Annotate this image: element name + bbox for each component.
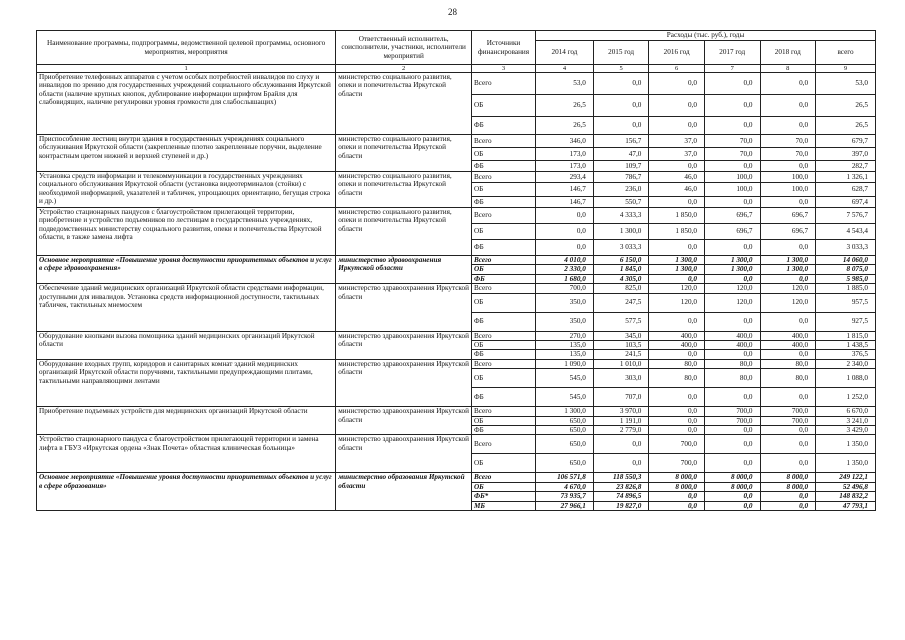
total-value: 1 350,0 <box>816 435 876 454</box>
year-value: 0,0 <box>760 501 816 510</box>
header-year: 2017 год <box>704 41 760 65</box>
year-value: 37,0 <box>649 148 705 161</box>
funding-source: Всего <box>471 172 535 183</box>
funding-source: ФБ <box>471 240 535 256</box>
year-value: 0,0 <box>760 95 816 117</box>
year-value: 1 850,0 <box>649 208 705 224</box>
year-value: 650,0 <box>536 435 594 454</box>
total-value: 628,7 <box>816 183 876 197</box>
funding-source: ФБ <box>471 161 535 172</box>
total-value: 26,5 <box>816 117 876 135</box>
year-value: 1 845,0 <box>593 265 649 274</box>
year-value: 270,0 <box>536 331 594 340</box>
funding-source: ОБ <box>471 482 535 491</box>
year-value: 8 000,0 <box>649 482 705 491</box>
year-value: 2 779,0 <box>593 426 649 435</box>
year-value: 100,0 <box>704 183 760 197</box>
year-value: 1 680,0 <box>536 274 594 283</box>
funding-source: Всего <box>471 256 535 265</box>
year-value: 786,7 <box>593 172 649 183</box>
year-value: 173,0 <box>536 148 594 161</box>
year-value: 303,0 <box>593 369 649 388</box>
total-value: 47 793,1 <box>816 501 876 510</box>
year-value: 0,0 <box>704 95 760 117</box>
year-value: 3 970,0 <box>593 407 649 416</box>
year-value: 707,0 <box>593 388 649 407</box>
year-value: 118 550,3 <box>593 473 649 482</box>
expenditure-table <box>36 30 876 511</box>
year-value: 70,0 <box>760 135 816 148</box>
year-value: 0,0 <box>760 161 816 172</box>
total-value: 1 815,0 <box>816 331 876 340</box>
measure-name: Основное мероприятие «Повышение уровня доступности приоритетных объектов и услуг в сфере здравоохранения» <box>37 256 336 284</box>
year-value: 0,0 <box>760 492 816 501</box>
measure-name: Устройство стационарного пандуса с благоустройством прилегающей территории и замена лифта в ГБУЗ «Иркутская ордена «Знак Почета» областная клиническая больница» <box>37 435 336 473</box>
year-value: 19 827,0 <box>593 501 649 510</box>
header-year: 2016 год <box>649 41 705 65</box>
funding-source: ФБ <box>471 350 535 359</box>
year-value: 120,0 <box>649 293 705 312</box>
year-value: 0,0 <box>704 350 760 359</box>
funding-source: ОБ <box>471 224 535 240</box>
year-value: 0,0 <box>593 117 649 135</box>
year-value: 146,7 <box>536 197 594 208</box>
year-value: 0,0 <box>760 435 816 454</box>
year-value: 0,0 <box>704 117 760 135</box>
year-value: 80,0 <box>704 359 760 368</box>
header-name: Наименование программы, подпрограммы, ведомственной целевой программы, основного мероприятия, мероприятия <box>37 31 336 65</box>
responsible-executor: министерство образования Иркутской области <box>336 473 472 511</box>
year-value: 0,0 <box>593 95 649 117</box>
year-value: 146,7 <box>536 183 594 197</box>
year-value: 1 300,0 <box>593 224 649 240</box>
year-value: 400,0 <box>760 331 816 340</box>
year-value: 0,0 <box>649 501 705 510</box>
header-year: 2014 год <box>536 41 594 65</box>
year-value: 236,0 <box>593 183 649 197</box>
year-value: 350,0 <box>536 312 594 331</box>
year-value: 27 966,1 <box>536 501 594 510</box>
measure-name: Приобретение подъемных устройств для медицинских организаций Иркутской области <box>37 407 336 435</box>
total-value: 397,0 <box>816 148 876 161</box>
table-row <box>37 435 876 454</box>
year-value: 696,7 <box>704 224 760 240</box>
year-value: 0,0 <box>760 197 816 208</box>
funding-source: Всего <box>471 284 535 293</box>
total-value: 3 033,3 <box>816 240 876 256</box>
funding-source: ОБ <box>471 293 535 312</box>
funding-source: ОБ <box>471 341 535 350</box>
table-row <box>37 331 876 340</box>
year-value: 400,0 <box>704 341 760 350</box>
header-row <box>37 31 876 41</box>
year-value: 80,0 <box>760 359 816 368</box>
year-value: 0,0 <box>704 274 760 283</box>
funding-source: Всего <box>471 208 535 224</box>
year-value: 696,7 <box>704 208 760 224</box>
year-value: 173,0 <box>536 161 594 172</box>
total-value: 8 075,0 <box>816 265 876 274</box>
funding-source: ФБ <box>471 312 535 331</box>
year-value: 26,5 <box>536 117 594 135</box>
year-value: 70,0 <box>704 135 760 148</box>
year-value: 73 935,7 <box>536 492 594 501</box>
year-value: 46,0 <box>649 183 705 197</box>
year-value: 0,0 <box>760 350 816 359</box>
year-value: 0,0 <box>536 208 594 224</box>
year-value: 696,7 <box>760 208 816 224</box>
total-value: 1 252,0 <box>816 388 876 407</box>
funding-source: ФБ <box>471 274 535 283</box>
year-value: 37,0 <box>649 135 705 148</box>
header-year: 2018 год <box>760 41 816 65</box>
year-value: 0,0 <box>649 407 705 416</box>
year-value: 650,0 <box>536 454 594 473</box>
year-value: 0,0 <box>704 161 760 172</box>
responsible-executor: министерство здравоохранения Иркутской области <box>336 256 472 284</box>
col-index: 2 <box>336 65 472 73</box>
header-source: Источники финансирования <box>471 31 535 65</box>
total-value: 1 438,5 <box>816 341 876 350</box>
year-value: 1 300,0 <box>704 256 760 265</box>
year-value: 120,0 <box>760 293 816 312</box>
total-value: 6 670,0 <box>816 407 876 416</box>
year-value: 400,0 <box>760 341 816 350</box>
responsible-executor: министерство здравоохранения Иркутской области <box>336 284 472 331</box>
year-value: 0,0 <box>704 197 760 208</box>
responsible-executor: министерство социального развития, опеки и попечительства Иркутской области <box>336 208 472 256</box>
funding-source: ОБ <box>471 148 535 161</box>
header-total: всего <box>816 41 876 65</box>
year-value: 400,0 <box>649 331 705 340</box>
total-value: 53,0 <box>816 73 876 95</box>
table-row <box>37 256 876 265</box>
year-value: 0,0 <box>649 95 705 117</box>
year-value: 0,0 <box>649 274 705 283</box>
year-value: 346,0 <box>536 135 594 148</box>
responsible-executor: министерство социального развития, опеки и попечительства Иркутской области <box>336 172 472 208</box>
funding-source: ОБ <box>471 95 535 117</box>
year-value: 700,0 <box>536 284 594 293</box>
year-value: 0,0 <box>649 312 705 331</box>
total-value: 1 326,1 <box>816 172 876 183</box>
total-value: 957,5 <box>816 293 876 312</box>
year-value: 74 896,5 <box>593 492 649 501</box>
funding-source: ФБ* <box>471 492 535 501</box>
year-value: 1 300,0 <box>649 256 705 265</box>
year-value: 293,4 <box>536 172 594 183</box>
year-value: 0,0 <box>760 117 816 135</box>
year-value: 345,0 <box>593 331 649 340</box>
year-value: 106 571,8 <box>536 473 594 482</box>
measure-name: Оборудование кнопками вызова помощника зданий медицинских организаций Иркутской области <box>37 331 336 359</box>
year-value: 0,0 <box>649 240 705 256</box>
funding-source: ОБ <box>471 183 535 197</box>
year-value: 700,0 <box>704 416 760 425</box>
year-value: 0,0 <box>649 426 705 435</box>
measure-name: Приспособление лестниц внутри здания в государственных учреждениях социального обслуживания Иркутской области (закрепленные плотно закрепленные поручни, выделение контрастным цветом нижней и верхней ступеней и др.) <box>37 135 336 172</box>
year-value: 100,0 <box>704 172 760 183</box>
funding-source: ФБ <box>471 197 535 208</box>
year-value: 120,0 <box>704 293 760 312</box>
year-value: 26,5 <box>536 95 594 117</box>
year-value: 247,5 <box>593 293 649 312</box>
table-row <box>37 135 876 148</box>
year-value: 23 826,8 <box>593 482 649 491</box>
responsible-executor: министерство социального развития, опеки и попечительства Иркутской области <box>336 135 472 172</box>
year-value: 700,0 <box>649 454 705 473</box>
funding-source: Всего <box>471 359 535 368</box>
year-value: 696,7 <box>760 224 816 240</box>
year-value: 8 000,0 <box>760 482 816 491</box>
year-value: 241,5 <box>593 350 649 359</box>
year-value: 545,0 <box>536 388 594 407</box>
year-value: 700,0 <box>760 407 816 416</box>
year-value: 1 010,0 <box>593 359 649 368</box>
funding-source: ОБ <box>471 265 535 274</box>
col-index: 1 <box>37 65 336 73</box>
responsible-executor: министерство социального развития, опеки и попечительства Иркутской области <box>336 73 472 135</box>
year-value: 46,0 <box>649 172 705 183</box>
year-value: 1 300,0 <box>760 256 816 265</box>
year-value: 700,0 <box>649 435 705 454</box>
year-value: 1 191,0 <box>593 416 649 425</box>
year-value: 650,0 <box>536 426 594 435</box>
table-row <box>37 172 876 183</box>
year-value: 700,0 <box>704 407 760 416</box>
total-value: 3 429,0 <box>816 426 876 435</box>
year-value: 0,0 <box>704 454 760 473</box>
year-value: 1 090,0 <box>536 359 594 368</box>
total-value: 376,5 <box>816 350 876 359</box>
total-value: 1 088,0 <box>816 369 876 388</box>
year-value: 0,0 <box>593 435 649 454</box>
col-index: 6 <box>649 65 705 73</box>
col-index: 4 <box>536 65 594 73</box>
year-value: 0,0 <box>649 492 705 501</box>
year-value: 8 000,0 <box>760 473 816 482</box>
year-value: 4 305,0 <box>593 274 649 283</box>
funding-source: ОБ <box>471 454 535 473</box>
measure-name: Основное мероприятие «Повышение уровня доступности приоритетных объектов и услуг в сфере образования» <box>37 473 336 511</box>
total-value: 3 241,0 <box>816 416 876 425</box>
year-value: 53,0 <box>536 73 594 95</box>
total-value: 7 576,7 <box>816 208 876 224</box>
year-value: 0,0 <box>704 312 760 331</box>
year-value: 1 300,0 <box>760 265 816 274</box>
year-value: 0,0 <box>704 501 760 510</box>
col-index: 3 <box>471 65 535 73</box>
year-value: 8 000,0 <box>704 473 760 482</box>
header-index-row <box>37 65 876 73</box>
year-value: 400,0 <box>649 341 705 350</box>
year-value: 0,0 <box>593 73 649 95</box>
total-value: 2 340,0 <box>816 359 876 368</box>
year-value: 156,7 <box>593 135 649 148</box>
total-value: 1 885,0 <box>816 284 876 293</box>
year-value: 120,0 <box>649 284 705 293</box>
year-value: 0,0 <box>649 416 705 425</box>
funding-source: ОБ <box>471 416 535 425</box>
funding-source: ОБ <box>471 369 535 388</box>
funding-source: Всего <box>471 73 535 95</box>
total-value: 1 350,0 <box>816 454 876 473</box>
table-row <box>37 407 876 416</box>
total-value: 14 060,0 <box>816 256 876 265</box>
year-value: 80,0 <box>649 369 705 388</box>
year-value: 1 300,0 <box>649 265 705 274</box>
total-value: 5 985,0 <box>816 274 876 283</box>
responsible-executor: министерство здравоохранения Иркутской области <box>336 435 472 473</box>
year-value: 545,0 <box>536 369 594 388</box>
year-value: 650,0 <box>536 416 594 425</box>
responsible-executor: министерство здравоохранения Иркутской области <box>336 359 472 406</box>
year-value: 0,0 <box>760 274 816 283</box>
total-value: 927,5 <box>816 312 876 331</box>
year-value: 0,0 <box>649 161 705 172</box>
year-value: 103,5 <box>593 341 649 350</box>
total-value: 26,5 <box>816 95 876 117</box>
year-value: 70,0 <box>704 148 760 161</box>
year-value: 6 150,0 <box>593 256 649 265</box>
total-value: 679,7 <box>816 135 876 148</box>
year-value: 0,0 <box>704 435 760 454</box>
header-expenses: Расходы (тыс. руб.), годы <box>536 31 876 41</box>
year-value: 120,0 <box>760 284 816 293</box>
total-value: 697,4 <box>816 197 876 208</box>
year-value: 0,0 <box>593 454 649 473</box>
funding-source: ФБ <box>471 117 535 135</box>
funding-source: ФБ <box>471 426 535 435</box>
year-value: 2 330,0 <box>536 265 594 274</box>
measure-name: Оборудование входных групп, коридоров и санитарных комнат зданий медицинских организаций Иркутской области поручнями, тактильными предупреждающими плитами, тактильными направляющими лентами <box>37 359 336 406</box>
year-value: 0,0 <box>704 240 760 256</box>
year-value: 80,0 <box>760 369 816 388</box>
funding-source: Всего <box>471 331 535 340</box>
total-value: 282,7 <box>816 161 876 172</box>
year-value: 0,0 <box>760 454 816 473</box>
year-value: 0,0 <box>760 312 816 331</box>
col-index: 8 <box>760 65 816 73</box>
year-value: 0,0 <box>704 426 760 435</box>
year-value: 0,0 <box>649 197 705 208</box>
responsible-executor: министерство здравоохранения Иркутской области <box>336 407 472 435</box>
year-value: 4 670,0 <box>536 482 594 491</box>
year-value: 700,0 <box>760 416 816 425</box>
total-value: 4 543,4 <box>816 224 876 240</box>
year-value: 135,0 <box>536 341 594 350</box>
year-value: 350,0 <box>536 293 594 312</box>
funding-source: ФБ <box>471 388 535 407</box>
funding-source: Всего <box>471 135 535 148</box>
year-value: 0,0 <box>649 350 705 359</box>
total-value: 52 496,8 <box>816 482 876 491</box>
year-value: 100,0 <box>760 172 816 183</box>
year-value: 0,0 <box>536 224 594 240</box>
funding-source: Всего <box>471 435 535 454</box>
year-value: 400,0 <box>704 331 760 340</box>
responsible-executor: министерство здравоохранения Иркутской области <box>336 331 472 359</box>
year-value: 1 850,0 <box>649 224 705 240</box>
measure-name: Установка средств информации и телекоммуникации в государственных учреждениях социального обслуживания Иркутской области (установка видеотерминалов (стойки) с необходимой информацией, указателей и табличек, упрощающих ориентацию, бегущая строка и др.) <box>37 172 336 208</box>
total-value: 148 832,2 <box>816 492 876 501</box>
year-value: 8 000,0 <box>649 473 705 482</box>
funding-source: Всего <box>471 473 535 482</box>
year-value: 0,0 <box>760 240 816 256</box>
year-value: 80,0 <box>704 369 760 388</box>
year-value: 8 000,0 <box>704 482 760 491</box>
measure-name: Приобретение телефонных аппаратов с учетом особых потребностей инвалидов по слуху и инвалидов по зрению для государственных учреждений социального обслуживания Иркутской области (наличие крупных кнопок, дублирование информации шрифтом Брайля для слабовидящих, наличие регулировки уровня громкости для слабослышащих) <box>37 73 336 135</box>
table-row <box>37 73 876 95</box>
year-value: 825,0 <box>593 284 649 293</box>
year-value: 0,0 <box>704 73 760 95</box>
year-value: 4 010,0 <box>536 256 594 265</box>
measure-name: Устройство стационарных пандусов с благоустройством прилегающей территории, приобретение и устройство подъемников по лестницам в государственных учреждениях, подведомственных министерству социального развития, опеки и попечительства Иркутской области, в также замена лифта <box>37 208 336 256</box>
measure-name: Обеспечение зданий медицинских организаций Иркутской области средствами информации, доступными для инвалидов. Установка средств информационной доступности, тактильных табличек, тактильных мнемосхем <box>37 284 336 331</box>
year-value: 80,0 <box>649 359 705 368</box>
year-value: 1 300,0 <box>536 407 594 416</box>
table-row <box>37 473 876 482</box>
total-value: 249 122,1 <box>816 473 876 482</box>
year-value: 120,0 <box>704 284 760 293</box>
header-responsible: Ответственный исполнитель, соисполнители, участники, исполнители мероприятий <box>336 31 472 65</box>
year-value: 3 033,3 <box>593 240 649 256</box>
header-year: 2015 год <box>593 41 649 65</box>
year-value: 135,0 <box>536 350 594 359</box>
year-value: 47,0 <box>593 148 649 161</box>
funding-source: МБ <box>471 501 535 510</box>
year-value: 0,0 <box>649 73 705 95</box>
table-row <box>37 208 876 224</box>
year-value: 1 300,0 <box>704 265 760 274</box>
col-index: 5 <box>593 65 649 73</box>
year-value: 550,7 <box>593 197 649 208</box>
year-value: 0,0 <box>649 117 705 135</box>
col-index: 7 <box>704 65 760 73</box>
year-value: 100,0 <box>760 183 816 197</box>
year-value: 4 333,3 <box>593 208 649 224</box>
year-value: 0,0 <box>704 388 760 407</box>
page-number: 28 <box>448 7 457 17</box>
year-value: 577,5 <box>593 312 649 331</box>
year-value: 0,0 <box>760 73 816 95</box>
year-value: 70,0 <box>760 148 816 161</box>
year-value: 0,0 <box>760 426 816 435</box>
table-row <box>37 359 876 368</box>
table-row <box>37 284 876 293</box>
year-value: 0,0 <box>760 388 816 407</box>
year-value: 0,0 <box>704 492 760 501</box>
year-value: 0,0 <box>649 388 705 407</box>
year-value: 0,0 <box>536 240 594 256</box>
year-value: 109,7 <box>593 161 649 172</box>
funding-source: Всего <box>471 407 535 416</box>
table-body <box>37 73 876 511</box>
col-index: 9 <box>816 65 876 73</box>
